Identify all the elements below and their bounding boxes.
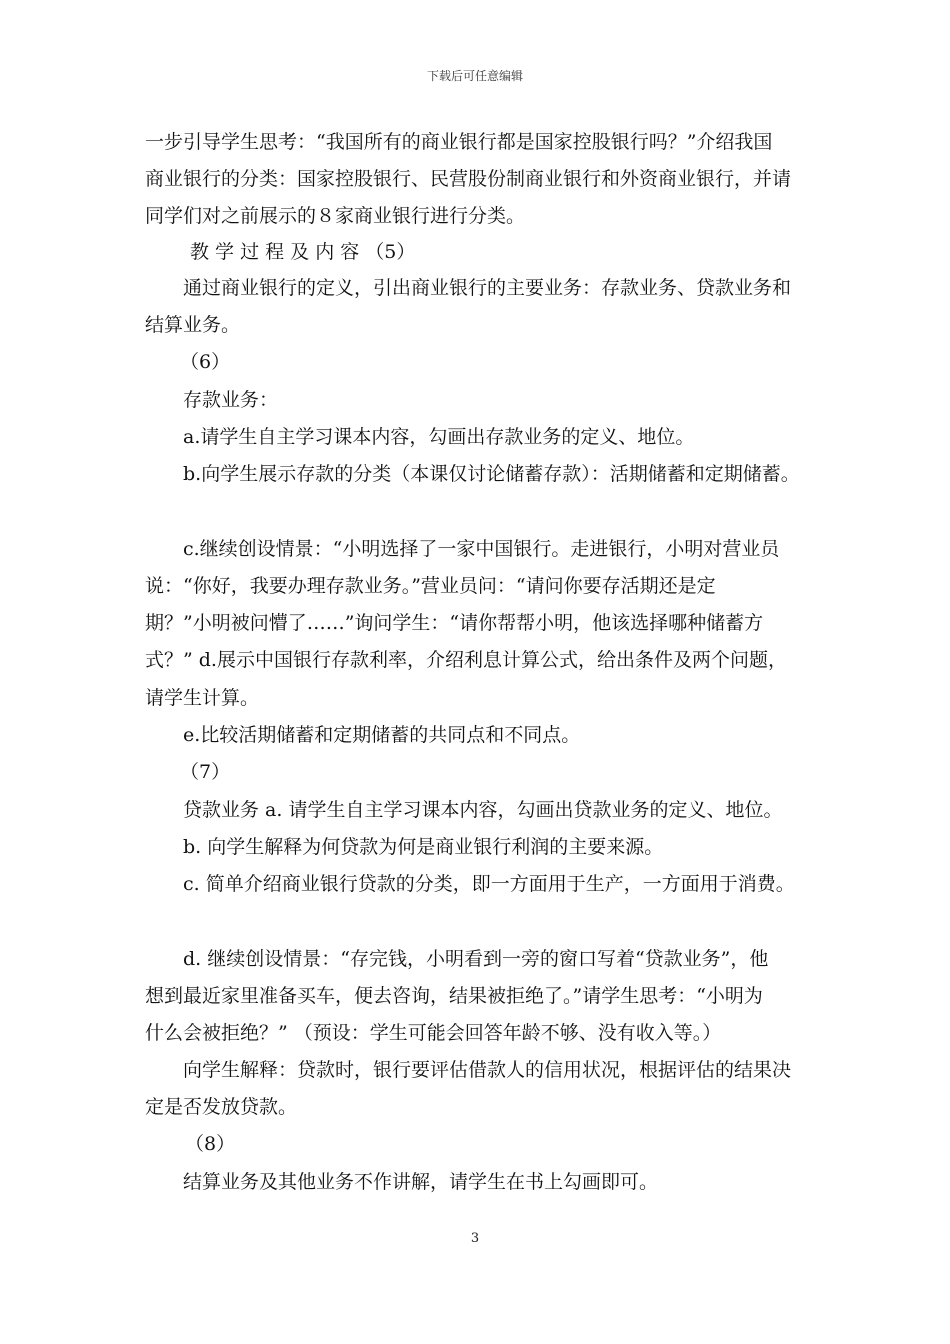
paragraph-line: c.继续创设情景：“小明选择了一家中国银行。走进银行，小明对营业员 [183, 538, 780, 560]
paragraph-line: 通过商业银行的定义，引出商业银行的主要业务：存款业务、贷款业务和 [183, 277, 792, 299]
page-number: 3 [470, 1231, 480, 1246]
paragraph-line: 同学们对之前展示的８家商业银行进行分类。 [145, 205, 526, 227]
paragraph-line: d. 继续创设情景：“存完钱，小明看到一旁的窗口写着“贷款业务”，他 [183, 948, 769, 970]
paragraph-line: 期？”小明被问懵了……”询问学生：“请你帮帮小明，他该选择哪种储蓄方 [145, 612, 764, 634]
section-number: （7） [180, 761, 231, 783]
page-header: 下载后可任意编辑 [426, 69, 523, 83]
paragraph-line: 什么会被拒绝？” （预设：学生可能会回答年龄不够、没有收入等。） [145, 1022, 722, 1044]
paragraph-line: b.向学生展示存款的分类（本课仅讨论储蓄存款）：活期储蓄和定期储蓄。 [183, 463, 800, 485]
paragraph-line: e.比较活期储蓄和定期储蓄的共同点和不同点。 [183, 724, 581, 746]
paragraph-line: 想到最近家里准备买车，便去咨询，结果被拒绝了。”请学生思考：“小明为 [145, 985, 763, 1007]
paragraph-line: 结算业务及其他业务不作讲解，请学生在书上勾画即可。 [183, 1171, 659, 1193]
section-number: （6） [180, 351, 231, 373]
paragraph-line: a.请学生自主学习课本内容，勾画出存款业务的定义、地位。 [183, 426, 695, 448]
paragraph-line: 结算业务。 [145, 314, 241, 336]
paragraph-line: 式？” d.展示中国银行存款利率，介绍利息计算公式，给出条件及两个问题， [145, 649, 787, 671]
paragraph-line: 说：“你好，我要办理存款业务。”营业员问：“请问你要存活期还是定 [145, 575, 716, 597]
paragraph-line: 定是否发放贷款。 [145, 1096, 298, 1118]
paragraph-line: 贷款业务 a. 请学生自主学习课本内容，勾画出贷款业务的定义、地位。 [183, 799, 783, 821]
paragraph-line: 存款业务： [183, 389, 279, 411]
section-heading: 教 学 过 程 及 内 容 （5） [190, 241, 416, 263]
paragraph-line: b. 向学生解释为何贷款为何是商业银行利润的主要来源。 [183, 836, 664, 858]
section-number: （8） [185, 1133, 236, 1155]
paragraph-line: 请学生计算。 [145, 687, 260, 709]
paragraph-line: 向学生解释：贷款时，银行要评估借款人的信用状况，根据评估的结果决 [183, 1059, 792, 1081]
paragraph-line: 一步引导学生思考：“我国所有的商业银行都是国家控股银行吗？”介绍我国 [145, 131, 773, 153]
paragraph-line: c. 简单介绍商业银行贷款的分类，即一方面用于生产，一方面用于消费。 [183, 873, 795, 895]
paragraph-line: 商业银行的分类：国家控股银行、民营股份制商业银行和外资商业银行，并请 [145, 168, 792, 190]
